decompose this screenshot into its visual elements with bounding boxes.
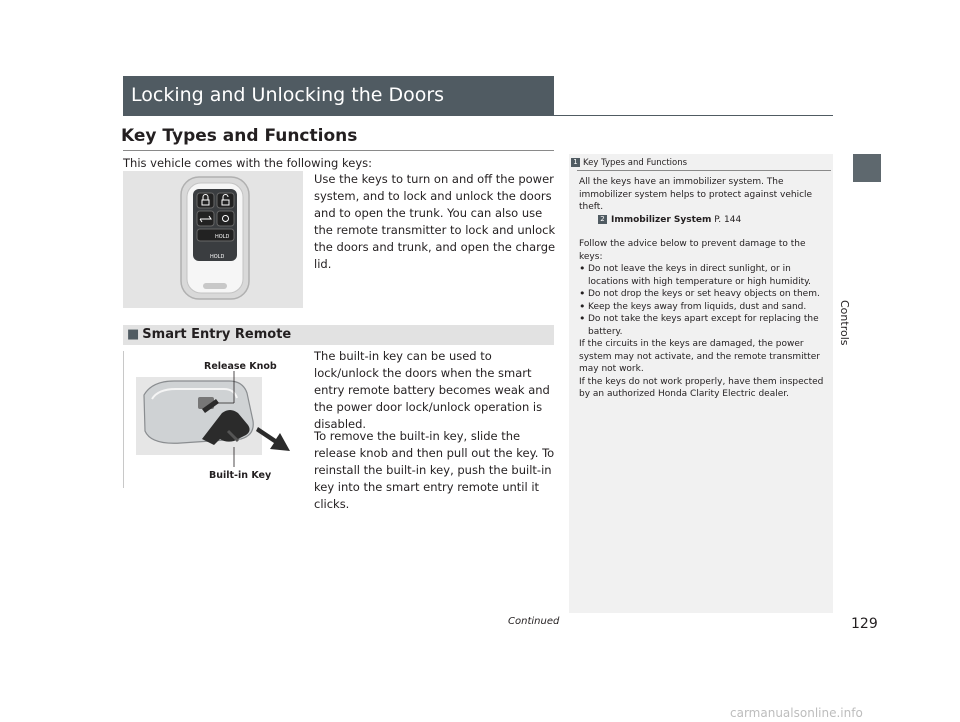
reference-page: P. 144 [714,214,742,225]
sidebar-paragraph: All the keys have an immobilizer system. The immobilizer system helps to protect against vehicle theft. [579,177,813,212]
sidebar-body [579,176,829,401]
watermark: carmanualsonline.info [730,706,863,720]
sidebar-paragraph: If the circuits in the keys are damaged, the power system may not activate, and the remote transmitter may not work. [579,339,820,374]
chapter-side-label: Controls [838,300,851,346]
keyfob-hold-label-1: HOLD [215,234,230,240]
care-bullet-list [579,263,829,338]
smart-entry-heading-text: Smart Entry Remote [142,327,292,342]
chapter-side-tab[interactable] [853,154,881,182]
builtin-key-illustration [123,351,303,488]
section-rule [123,150,554,151]
list-item: • Do not drop the keys or set heavy objects on them. [579,288,829,301]
list-item: • Do not take the keys apart except for replacing the battery. [579,313,829,338]
remove-key-paragraph: To remove the built-in key, slide the release knob and then pull out the key. To reinstall the built-in key, push the built-in key into the smart entry remote until it clicks. [314,429,555,511]
builtin-key-callout: Built-in Key [209,470,272,481]
chapter-title: Locking and Unlocking the Doors [123,76,554,115]
keyfob-drawing [123,171,303,308]
note-marker-icon: 1 [571,158,580,167]
header-rule [123,115,833,116]
builtin-key-paragraph: The built-in key can be used to lock/unlock the doors when the smart entry remote battery becomes weak and the power door lock/unlock operation is disabled. [314,349,550,431]
reference-title: Immobilizer System [611,214,712,225]
list-item: • Keep the keys away from liquids, dust and sand. [579,301,829,314]
sidebar-note [569,154,833,613]
sidebar-heading-text: Key Types and Functions [583,158,688,168]
reference-arrow-icon: 2 [598,215,607,224]
sidebar-rule [577,170,831,171]
sidebar-heading [571,158,687,168]
smart-entry-heading [123,325,554,345]
cross-reference-link[interactable] [579,214,829,227]
sidebar-paragraph: If the keys do not work properly, have them inspected by an authorized Honda Clarity Electric dealer. [579,376,824,399]
continued-note: Continued [508,616,560,627]
heading-marker: ■ [127,327,140,342]
keyfob-illustration [123,171,303,308]
sidebar-paragraph: Follow the advice below to prevent damage to the keys: [579,239,806,262]
section-title: Key Types and Functions [121,126,358,146]
key-usage-paragraph: Use the keys to turn on and off the power system, and to lock and unlock the doors and to open the trunk. You can also use the remote transmitter to lock and unlock the doors and trunk, and open the charge lid. [314,172,556,271]
release-knob-callout: Release Knob [204,361,277,372]
page-number: 129 [851,616,878,632]
intro-text: This vehicle comes with the following keys: [123,156,372,170]
keyfob-hold-label-2: HOLD [210,254,225,260]
list-item: • Do not leave the keys in direct sunlight, or in locations with high temperature or high humidity. [579,263,829,288]
